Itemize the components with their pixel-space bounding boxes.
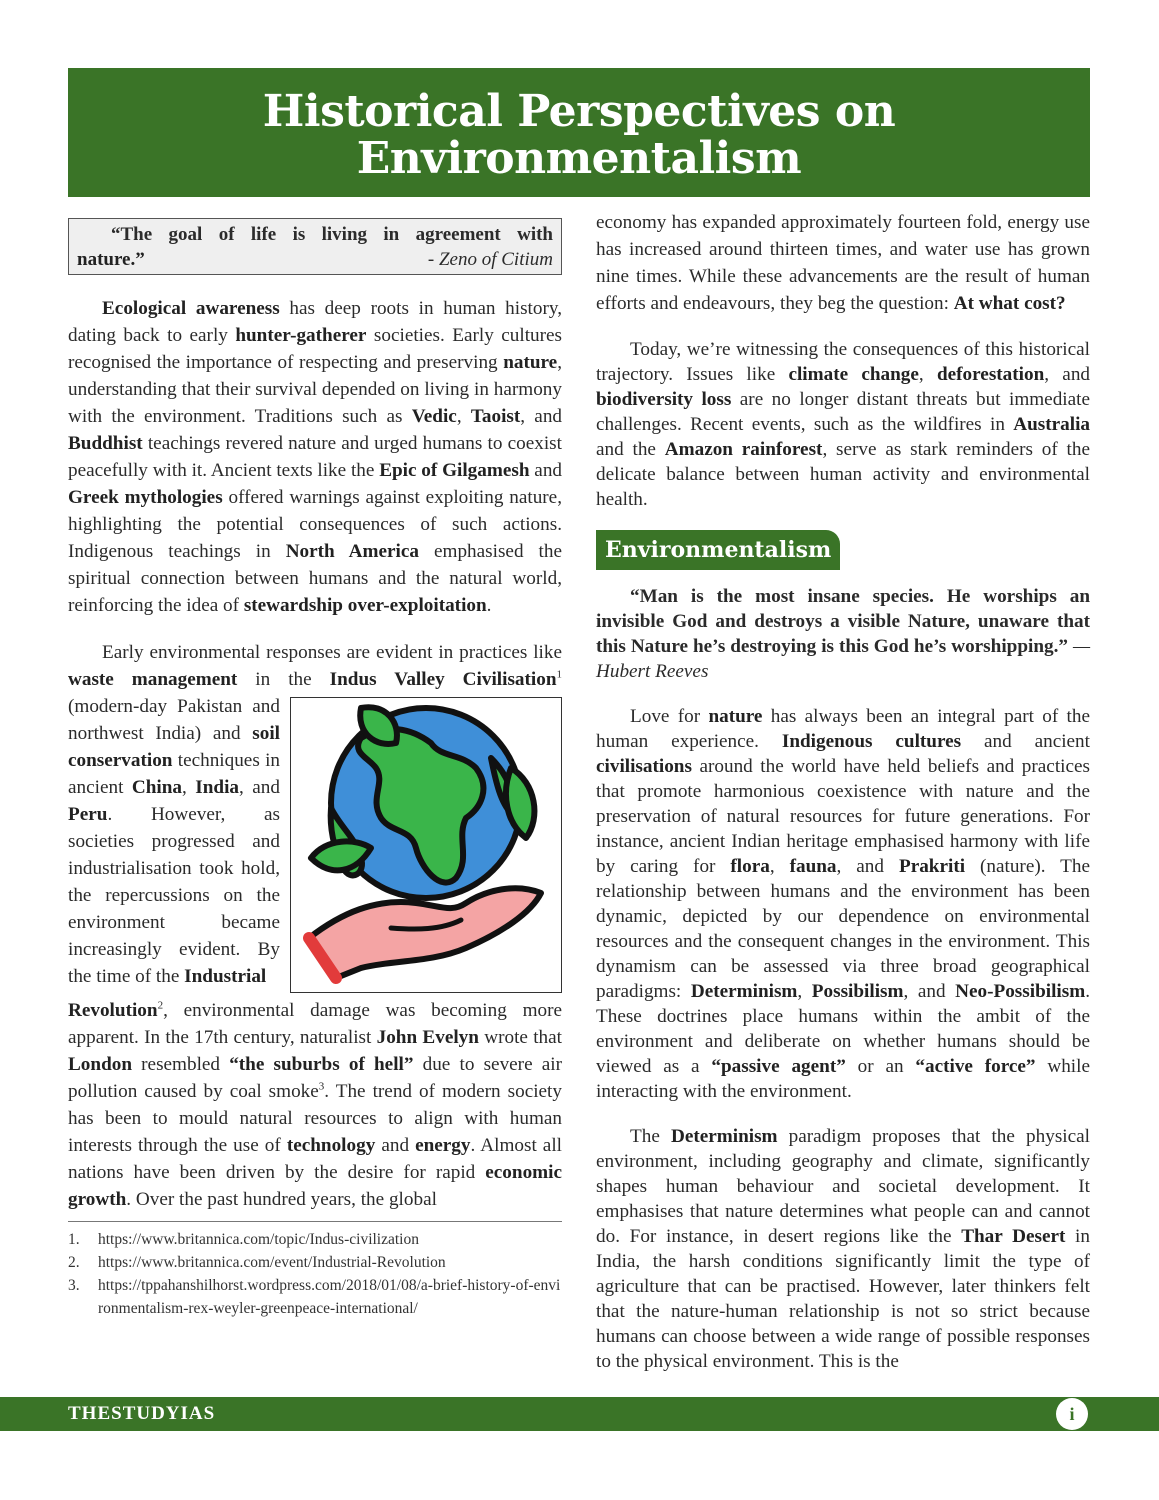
quote-attribution: - Zeno of Citium	[427, 249, 553, 270]
bold-term: Taoist	[470, 406, 521, 427]
bold-term: Indigenous cultures	[781, 731, 962, 752]
bold-term: India	[195, 777, 240, 798]
bold-term: soil conservation	[68, 723, 280, 771]
quote-line-2: nature.”	[77, 249, 145, 270]
text-run: due to severe air pollution caused by coal smoke	[68, 1054, 562, 1102]
text-run: and the	[596, 439, 665, 460]
bold-term: Indus Valley Civilisation	[329, 669, 557, 690]
bold-term: Thar Desert	[961, 1226, 1066, 1247]
text-run: , and	[239, 777, 280, 798]
footnote-3[interactable]: 3. https://tppahanshilhorst.wordpress.com/2018/01/08/a-brief-history-of-environmentalism-rex-weyler-greenpeace-international/	[68, 1277, 561, 1317]
text-run: . However, as societies progressed and industrialisation took hold, the repercussions on the environment became increasingly evident. By the time of the	[68, 804, 280, 987]
bold-term: Epic of Gilgamesh	[379, 460, 530, 481]
bold-term: deforestation	[936, 364, 1045, 385]
text-run: , and	[1044, 364, 1091, 385]
text-run: and ancient	[961, 731, 1090, 752]
text-run: are no longer distant threats but immediate challenges. Recent events, such as the wildfires in	[596, 389, 1090, 435]
text-run: resembled	[132, 1054, 230, 1075]
text-run: Today, we’re witnessing the consequences of this historical trajectory. Issues like	[596, 339, 1090, 385]
bold-term: biodiversity loss	[596, 389, 732, 410]
text-run: in India, the harsh conditions significantly limit the type of agriculture that can be practised. However, later thinkers felt that the nature-human relationship is not so strict because humans can choose between a wide range of possible responses to the physical environment. This is the	[596, 1226, 1090, 1372]
text-run: in the	[237, 669, 330, 690]
text-run: (modern-day Pakistan and northwest India) and	[68, 696, 280, 744]
text-run: paradigm proposes that the physical environment, including geography and climate, significantly shapes human behaviour and societal development. It emphasises that nature determines what people can and cannot do. For instance, in desert regions like the	[596, 1126, 1090, 1247]
bold-term: fauna	[789, 856, 837, 877]
bold-term: “passive agent”	[711, 1056, 846, 1077]
quote-box	[68, 218, 562, 275]
bold-term: Neo-Possibilism	[955, 981, 1086, 1002]
globe-in-hand-icon	[291, 698, 561, 992]
paragraph-early-responses-intro	[68, 639, 562, 693]
footer-brand: THESTUDYIAS	[68, 1403, 216, 1424]
text-run: Love for	[630, 706, 709, 727]
globe-in-hand-figure	[290, 697, 562, 993]
text-run: . These doctrines place humans within the ambit of the environment and deliberate on whether humans should be viewed as a	[596, 981, 1090, 1077]
text-run: wrote that	[478, 1027, 562, 1048]
bold-term: Determinism	[690, 981, 798, 1002]
right-column	[596, 209, 1090, 1374]
bold-term: economic growth	[68, 1162, 562, 1210]
bold-term: civilisations	[596, 756, 692, 777]
text-run: , understanding that their survival depended on living in harmony with the environment. Traditions such as	[68, 352, 562, 427]
bold-term: Vedic	[411, 406, 457, 427]
paragraph-ecological-awareness	[68, 295, 562, 619]
paragraph-today	[596, 337, 1090, 512]
bold-term: “the suburbs of hell”	[229, 1054, 414, 1075]
text-run: around the world have held beliefs and practices that promote harmonious coexistence with nature and the preservation of natural resources for future generations. For instance, ancient Indian heritage emphasised harmony with life by caring for	[596, 756, 1090, 877]
text-run: and	[529, 460, 563, 481]
bold-term: Amazon rainforest	[664, 439, 823, 460]
bold-term: flora	[730, 856, 770, 877]
text-run: , and	[836, 856, 899, 877]
quote-line-1: “The goal of life is living in agreement with	[111, 224, 553, 245]
paragraph-global-economy	[596, 209, 1090, 317]
footnotes	[68, 1221, 562, 1320]
bold-term: Ecological awareness	[102, 298, 280, 319]
text-run: ,	[769, 856, 790, 877]
text-run: emphasised the spiritual connection between humans and the natural world, reinforcing the idea of	[68, 541, 562, 616]
title-banner	[68, 68, 1090, 197]
bold-term: At what cost?	[953, 293, 1066, 314]
bold-term: Buddhist	[68, 433, 143, 454]
text-run: (nature). The relationship between humans and the environment has been dynamic, depicted by our dependence on environmental resources and the consequent changes in the environment. This dynamism can be assessed via three broad geographical paradigms:	[596, 856, 1090, 1002]
bold-term: nature	[708, 706, 763, 727]
text-run: . The trend of modern society has been to mould natural resources to align with human interests through the use of	[68, 1081, 562, 1156]
text-run: ,	[797, 981, 812, 1002]
text-run: Early environmental responses are evident in practices like	[102, 642, 562, 663]
bold-term: waste management	[68, 669, 238, 690]
bold-term: stewardship over-exploitation	[243, 595, 487, 616]
text-run: has always been an integral part of the human experience.	[596, 706, 1090, 752]
text-run: ,	[918, 364, 937, 385]
bold-term: technology	[286, 1135, 376, 1156]
page-title	[68, 68, 1090, 182]
bold-term: “active force”	[915, 1056, 1036, 1077]
environmentalism-quote: “Man is the most insane species. He worships an invisible God and destroys a visible Nature, unaware that this Nature he’s destroying is this God he’s worshipping.” — Hubert Reeves	[596, 586, 1091, 682]
text-run: , serve as stark reminders of the delicate balance between human activity and environmental health.	[596, 439, 1090, 510]
bold-term: Australia	[1013, 414, 1090, 435]
footnote-2[interactable]: 2. https://www.britannica.com/event/Industrial-Revolution	[68, 1254, 446, 1271]
bold-term: climate change	[788, 364, 919, 385]
footnote-ref: 3	[318, 1080, 325, 1093]
bold-term: Industrial	[184, 966, 267, 987]
bold-term: Greek mythologies	[68, 487, 223, 508]
bold-term: China	[131, 777, 182, 798]
bold-term: North America	[285, 541, 419, 562]
text-run: The	[630, 1126, 671, 1147]
bold-term: Peru	[68, 804, 108, 825]
text-run: offered warnings against exploiting nature, highlighting the potential consequences of such actions. Indigenous teachings in	[68, 487, 562, 562]
footnote-ref: 1	[556, 668, 562, 681]
bold-term: hunter-gatherer	[235, 325, 367, 346]
text-run: societies. Early cultures recognised the importance of respecting and preserving	[68, 325, 563, 373]
title-line-2: Environmentalism	[356, 133, 802, 184]
bold-term: energy	[415, 1135, 471, 1156]
text-run: . Almost all nations have been driven by the desire for rapid	[68, 1135, 562, 1183]
paragraph-industrial-revolution	[68, 997, 562, 1213]
bold-term: Revolution	[68, 1000, 158, 1021]
text-run: , and	[520, 406, 563, 427]
bold-term: Possibilism	[811, 981, 904, 1002]
text-run: while interacting with the environment.	[596, 1056, 1090, 1102]
bold-term: London	[68, 1054, 132, 1075]
left-column	[68, 218, 562, 1320]
text-run: . Over the past hundred years, the global	[126, 1189, 437, 1210]
text-run: techniques in ancient	[68, 750, 280, 798]
bold-term: nature	[503, 352, 558, 373]
text-run: .	[486, 595, 492, 616]
page-footer	[0, 1397, 1159, 1431]
text-run: ,	[456, 406, 471, 427]
bold-term: John Evelyn	[376, 1027, 479, 1048]
text-run: and	[375, 1135, 416, 1156]
page-number-badge: i	[1056, 1398, 1088, 1430]
text-run: , and	[903, 981, 956, 1002]
text-run: or an	[845, 1056, 916, 1077]
text-run: ,	[182, 777, 196, 798]
footnote-1[interactable]: 1. https://www.britannica.com/topic/Indus-civilization	[68, 1231, 419, 1248]
quote-attribution-reeves: Hubert Reeves	[596, 661, 709, 682]
title-line-1: Historical Perspectives on	[262, 86, 896, 137]
bold-term: Determinism	[670, 1126, 778, 1147]
text-run: teachings revered nature and urged humans to coexist peacefully with it. Ancient texts like the	[68, 433, 562, 481]
text-run: economy has expanded approximately fourteen fold, energy use has increased around thirteen times, and water use has grown nine times. While these advancements are the result of human efforts and endeavours, they beg the question:	[596, 212, 1090, 314]
text-run: has deep roots in human history, dating back to early	[68, 298, 562, 346]
paragraph-love-for-nature	[596, 704, 1090, 1104]
bold-term: Prakriti	[898, 856, 966, 877]
paragraph-determinism	[596, 1124, 1090, 1374]
footnote-ref: 2	[157, 999, 164, 1012]
text-run: , environmental damage was becoming more apparent. In the 17th century, naturalist	[68, 1000, 562, 1048]
section-heading-environmentalism: Environmentalism	[596, 530, 840, 570]
